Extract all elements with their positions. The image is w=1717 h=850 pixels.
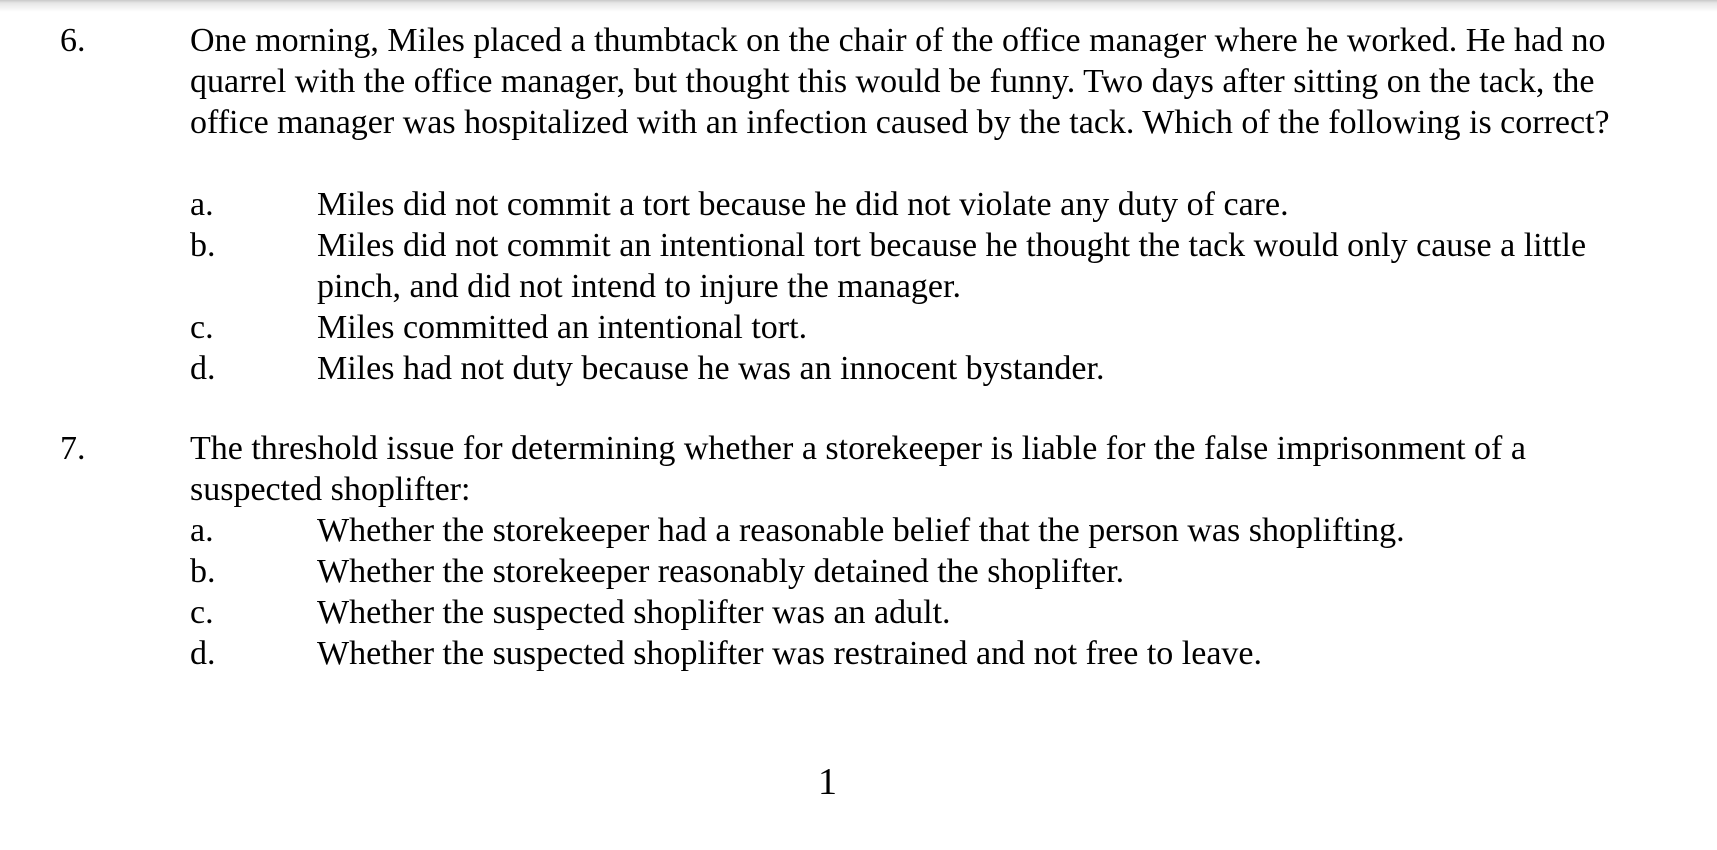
page-number: 1 [818,761,837,803]
option-text: Whether the storekeeper reasonably detained the shoplifter. [317,553,1125,590]
question-text: One morning, Miles placed a thumbtack on the chair of the office manager where he worked. He had no quarrel with the office manager, but thought this would be funny. Two days after sitting on the tack, the office manager was hospitalized with an infection caused by the tack. Which of the following is correct? [190,22,1610,141]
answer-options [0,184,1717,389]
option-text: Miles did not commit a tort because he did not violate any duty of care. [317,186,1289,223]
answer-option-a [0,184,1717,225]
option-letter: c. [190,594,214,631]
answer-option-a [0,510,1717,551]
option-letter: a. [190,186,214,223]
option-letter: d. [190,350,216,387]
answer-option-b [0,551,1717,592]
answer-option-d [0,348,1717,389]
answer-option-b [0,225,1717,307]
option-text: Miles committed an intentional tort. [317,309,808,346]
answer-option-c [0,307,1717,348]
question-text: The threshold issue for determining whether a storekeeper is liable for the false imprisonment of a suspected shoplifter: [190,430,1526,508]
option-text: Whether the suspected shoplifter was restrained and not free to leave. [317,635,1263,672]
question-number: 6. [60,22,86,59]
option-letter: d. [190,635,216,672]
answer-options [0,510,1717,674]
option-letter: a. [190,512,214,549]
option-text: Whether the storekeeper had a reasonable belief that the person was shoplifting. [317,512,1405,549]
option-text: Whether the suspected shoplifter was an adult. [317,594,951,631]
option-letter: b. [190,227,216,264]
option-text: Miles had not duty because he was an innocent bystander. [317,350,1105,387]
option-letter: c. [190,309,214,346]
answer-option-d [0,633,1717,674]
option-text: Miles did not commit an intentional tort because he thought the tack would only cause a little pinch, and did not intend to injure the manager. [317,227,1587,305]
question-number: 7. [60,430,86,467]
answer-option-c [0,592,1717,633]
option-letter: b. [190,553,216,590]
